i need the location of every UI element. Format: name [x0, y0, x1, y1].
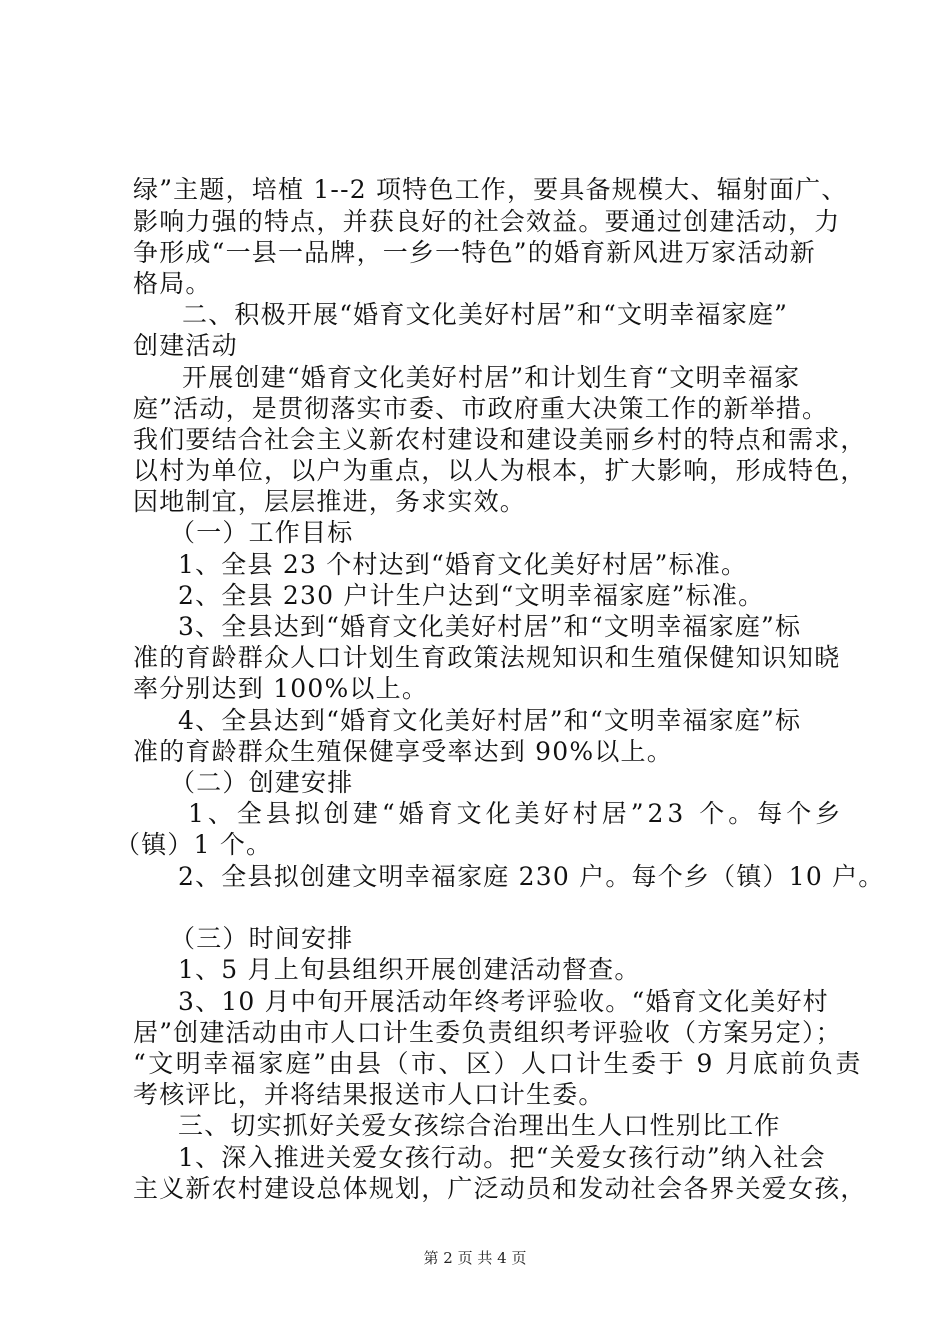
subsection-heading: （二）创建安排 [170, 768, 354, 797]
text-line: 庭”活动，是贯彻落实市委、市政府重大决策工作的新举措。 [133, 394, 829, 423]
text-line: 准的育龄群众人口计划生育政策法规知识和生殖保健知识知晓 [133, 643, 841, 672]
list-item: 1、全县拟创建“婚育文化美好村居”23 个。每个乡 [188, 799, 845, 828]
text-line: 准的育龄群众生殖保健享受率达到 90%以上。 [133, 737, 673, 766]
text-line: 主义新农村建设总体规划，广泛动员和发动社会各界关爱女孩， [133, 1174, 867, 1203]
list-item: 2、全县 230 户计生户达到“文明幸福家庭”标准。 [178, 581, 765, 610]
text-line: 率分别达到 100%以上。 [133, 674, 429, 703]
section-heading: 三、切实抓好关爱女孩综合治理出生人口性别比工作 [178, 1111, 781, 1140]
text-line: “文明幸福家庭”由县（市、区）人口计生委于 9 月底前负责 [133, 1049, 863, 1078]
text-line: 因地制宜，层层推进，务求实效。 [133, 487, 527, 516]
text-line: 影响力强的特点，并获良好的社会效益。要通过创建活动，力 [133, 207, 841, 236]
text-line: 我们要结合社会主义新农村建设和建设美丽乡村的特点和需求， [133, 425, 867, 454]
text-line: 居”创建活动由市人口计生委负责组织考评验收（方案另定）； [133, 1018, 842, 1047]
list-item: 3、10 月中旬开展活动年终考评验收。“婚育文化美好村 [178, 987, 829, 1016]
text-line: 以村为单位，以户为重点，以人为根本，扩大影响，形成特色， [133, 456, 867, 485]
page-footer: 第 2 页 共 4 页 [423, 1249, 527, 1267]
text-line: 争形成“一县一品牌，一乡一特色”的婚育新风进万家活动新 [133, 238, 816, 267]
text-line: 绿”主题，培植 1--2 项特色工作，要具备规模大、辐射面广、 [133, 175, 848, 204]
subsection-heading: （三）时间安排 [170, 924, 354, 953]
text-line: （镇）1 个。 [115, 830, 273, 859]
list-item: 1、全县 23 个村达到“婚育文化美好村居”标准。 [178, 550, 748, 579]
list-item: 4、全县达到“婚育文化美好村居”和“文明幸福家庭”标 [178, 706, 802, 735]
list-item: 2、全县拟创建文明幸福家庭 230 户。每个乡（镇）10 户。 [178, 862, 885, 891]
text-line: 开展创建“婚育文化美好村居”和计划生育“文明幸福家 [182, 363, 801, 392]
subsection-heading: （一）工作目标 [170, 518, 354, 547]
text-line: 格局。 [133, 269, 212, 298]
section-heading: 二、积极开展“婚育文化美好村居”和“文明幸福家庭” [182, 300, 789, 329]
text-line: 考核评比，并将结果报送市人口计生委。 [133, 1080, 605, 1109]
list-item: 1、深入推进关爱女孩行动。把“关爱女孩行动”纳入社会 [178, 1143, 826, 1172]
section-heading: 创建活动 [133, 331, 238, 360]
list-item: 1、5 月上旬县组织开展创建活动督查。 [178, 955, 641, 984]
list-item: 3、全县达到“婚育文化美好村居”和“文明幸福家庭”标 [178, 612, 802, 641]
